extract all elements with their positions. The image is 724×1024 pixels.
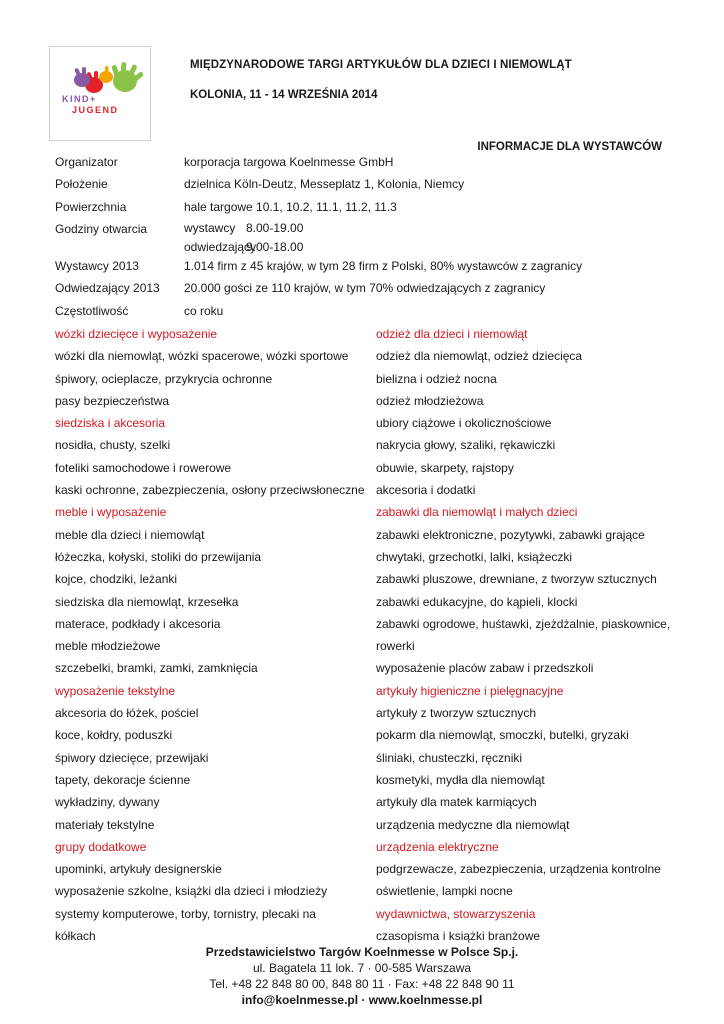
category-item: meble młodzieżowe: [55, 639, 161, 654]
category-item: systemy komputerowe, torby, tornistry, plecaki na: [55, 906, 316, 921]
category-item: bielizna i odzież nocna: [376, 371, 497, 386]
category-item: meble dla dzieci i niemowląt: [55, 527, 205, 542]
info-row-location: [55, 177, 675, 200]
category-item: akcesoria i dodatki: [376, 483, 476, 498]
info-row-area: [55, 200, 675, 222]
category-item: oświetlenie, lampki nocne: [376, 884, 513, 899]
category-item: kółkach: [55, 929, 96, 944]
category-item: artykuły z tworzyw sztucznych: [376, 706, 537, 721]
category-item: nosidła, chusty, szelki: [55, 438, 171, 453]
category-item: śpiwory dziecięce, przewijaki: [55, 750, 209, 765]
category-item: akcesoria do łóżek, pościel: [55, 706, 199, 721]
hours-visitors-label: odwiedzający: [184, 239, 257, 254]
category-heading: meble i wyposażenie: [55, 505, 167, 520]
info-row-hours: [55, 222, 675, 259]
fair-date: KOLONIA, 11 - 14 WRZEŚNIA 2014: [190, 89, 378, 101]
category-item: pasy bezpieczeństwa: [55, 393, 170, 408]
info-label: Organizator: [55, 155, 118, 169]
category-heading: grupy dodatkowe: [55, 839, 147, 854]
category-item: chwytaki, grzechotki, lalki, książeczki: [376, 549, 573, 564]
category-item: odzież dla niemowląt, odzież dziecięca: [376, 349, 583, 364]
hours-visitors-value: 9.00-18.00: [246, 239, 304, 254]
info-label: Wystawcy 2013: [55, 259, 139, 273]
info-value: 20.000 gości ze 110 krajów, w tym 70% odwiedzających z zagranicy: [184, 281, 546, 295]
info-label: Odwiedzający 2013: [55, 281, 160, 295]
category-item: obuwie, skarpety, rajstopy: [376, 460, 514, 475]
info-value: 1.014 firm z 45 krajów, w tym 28 firm z Polski, 80% wystawców z zagranicy: [184, 259, 583, 273]
info-value: hale targowe 10.1, 10.2, 11.1, 11.2, 11.3: [184, 200, 397, 214]
category-heading: wózki dziecięce i wyposażenie: [55, 327, 218, 341]
category-item: tapety, dekoracje ścienne: [55, 772, 191, 787]
info-label: Położenie: [55, 177, 108, 191]
category-item: siedziska dla niemowląt, krzesełka: [55, 594, 239, 609]
category-heading: odzież dla dzieci i niemowląt: [376, 327, 528, 341]
category-item: podgrzewacze, zabezpieczenia, urządzenia kontrolne: [376, 862, 661, 877]
categories-left-column: [55, 323, 375, 947]
info-row-exhibitors: [55, 259, 675, 281]
info-heading: INFORMACJE DLA WYSTAWCÓW: [477, 141, 662, 153]
category-heading: artykuły higieniczne i pielęgnacyjne: [376, 683, 564, 698]
category-item: zabawki pluszowe, drewniane, z tworzyw sztucznych: [376, 572, 657, 587]
opening-hours: [184, 222, 675, 259]
footer-company: Przedstawicielstwo Targów Koelnmesse w Polsce Sp.j.: [205, 945, 519, 959]
category-heading: urządzenia elektryczne: [376, 839, 499, 854]
category-item: pokarm dla niemowląt, smoczki, butelki, gryzaki: [376, 728, 629, 743]
category-item: kaski ochronne, zabezpieczenia, osłony przeciwsłoneczne: [55, 483, 365, 498]
category-item: koce, kołdry, poduszki: [55, 728, 173, 743]
category-item: wózki dla niemowląt, wózki spacerowe, wózki sportowe: [55, 349, 349, 364]
category-item: zabawki edukacyjne, do kąpieli, klocki: [376, 594, 578, 609]
category-item: ubiory ciążowe i okolicznościowe: [376, 416, 552, 431]
category-item: kosmetyki, mydła dla niemowląt: [376, 772, 545, 787]
category-item: materace, podkłady i akcesoria: [55, 616, 221, 631]
info-label: Częstotliwość: [55, 304, 129, 318]
category-item: odzież młodzieżowa: [376, 393, 484, 408]
category-item: foteliki samochodowe i rowerowe: [55, 460, 232, 475]
footer-phone: Tel. +48 22 848 80 00, 848 80 11 · Fax: +48 22 848 90 11: [209, 977, 515, 991]
category-heading: zabawki dla niemowląt i małych dzieci: [376, 505, 578, 520]
category-item: śpiwory, ocieplacze, przykrycia ochronne: [55, 371, 273, 386]
hours-exhibitors-value: 8.00-19.00: [246, 221, 304, 235]
category-item: czasopisma i książki branżowe: [376, 929, 541, 944]
fair-title: MIĘDZYNARODOWE TARGI ARTYKUŁÓW DLA DZIECI I NIEMOWLĄT: [190, 59, 572, 71]
info-label: Powierzchnia: [55, 200, 127, 214]
category-item: nakrycia głowy, szaliki, rękawiczki: [376, 438, 556, 453]
info-value: co roku: [184, 304, 224, 318]
category-item: szczebelki, bramki, zamki, zamknięcia: [55, 661, 258, 676]
category-item: urządzenia medyczne dla niemowląt: [376, 817, 570, 832]
info-row-visitors: [55, 281, 675, 304]
logo-jugend-text: JUGEND: [72, 105, 119, 115]
category-heading: wydawnictwa, stowarzyszenia: [376, 906, 536, 921]
fair-info-table: [55, 155, 675, 326]
info-row-organizer: [55, 155, 675, 177]
category-item: zabawki ogrodowe, huśtawki, zjeżdżalnie, piaskownice, rowerki: [376, 616, 671, 654]
categories-right-column: [376, 323, 696, 947]
category-item: upominki, artykuły designerskie: [55, 862, 222, 877]
logo-kind-text: KIND+: [62, 94, 97, 104]
info-value: dzielnica Köln-Deutz, Messeplatz 1, Kolonia, Niemcy: [184, 177, 465, 191]
info-value: korporacja targowa Koelnmesse GmbH: [184, 155, 394, 169]
footer-contact: info@koelnmesse.pl · www.koelnmesse.pl: [241, 993, 483, 1007]
info-label: Godziny otwarcia: [55, 222, 148, 236]
category-item: łóżeczka, kołyski, stoliki do przewijania: [55, 549, 262, 564]
category-heading: siedziska i akcesoria: [55, 416, 166, 431]
category-heading: wyposażenie tekstylne: [55, 683, 176, 698]
footer-address: ul. Bagatela 11 lok. 7 · 00-585 Warszawa: [252, 961, 472, 975]
footer: [0, 944, 724, 1008]
category-item: wyposażenie szkolne, książki dla dzieci i młodzieży: [55, 884, 328, 899]
category-item: wyposażenie placów zabaw i przedszkoli: [376, 661, 594, 676]
category-item: zabawki elektroniczne, pozytywki, zabawki grające: [376, 527, 645, 542]
category-item: wykładziny, dywany: [55, 795, 160, 810]
hours-exhibitors-label: wystawcy: [184, 221, 236, 235]
category-item: artykuły dla matek karmiących: [376, 795, 537, 810]
kind-jugend-logo: [49, 46, 151, 141]
category-item: śliniaki, chusteczki, ręczniki: [376, 750, 523, 765]
category-item: kojce, chodziki, leżanki: [55, 572, 178, 587]
category-item: materiały tekstylne: [55, 817, 155, 832]
